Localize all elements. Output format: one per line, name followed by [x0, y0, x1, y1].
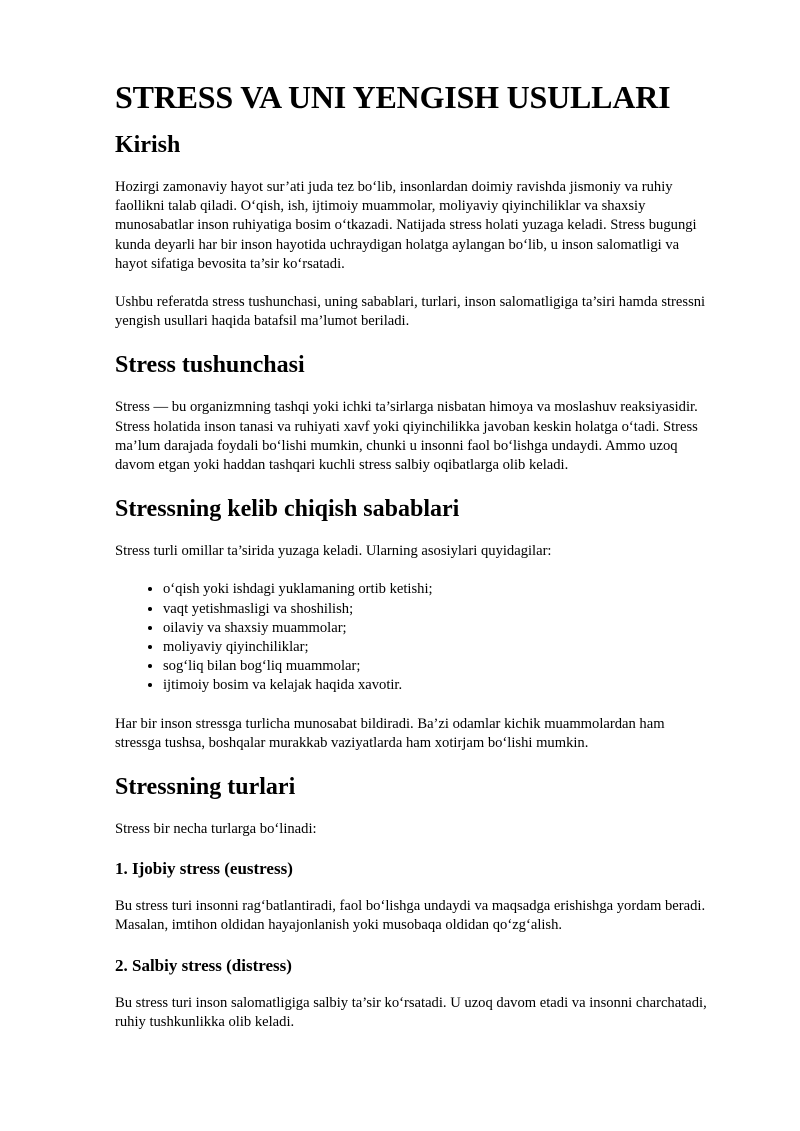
subsection-heading-distress: 2. Salbiy stress (distress)	[115, 955, 292, 975]
subsection-heading-eustress: 1. Ijobiy stress (eustress)	[115, 859, 293, 879]
paragraph: Ushbu referatda stress tushunchasi, uning sabablari, turlari, inson salomatligiga ta’siri hamda stressni yengish usullari haqida batafsil ma’lumot beriladi.	[115, 294, 706, 330]
section-heading-sabablari: Stressning kelib chiqish sabablari	[115, 496, 460, 523]
section-heading-turlari: Stressning turlari	[115, 774, 296, 801]
causes-list	[115, 580, 714, 695]
paragraph: Har bir inson stressga turlicha munosabat bildiradi. Ba’zi odamlar kichik muammolardan ham stressga tushsa, boshqalar murakkab vaziyatlarda ham xotirjam bo‘lishi mumkin.	[115, 715, 665, 751]
list-item: • ijtimoiy bosim va kelajak haqida xavotir.	[163, 676, 714, 695]
list-item: • vaqt yetishmasligi va shoshilish;	[163, 600, 714, 619]
list-item: • oilaviy va shaxsiy muammolar;	[163, 619, 714, 638]
list-item: • moliyaviy qiyinchiliklar;	[163, 638, 714, 657]
paragraph: Stress turli omillar ta’sirida yuzaga keladi. Ularning asosiylari quyidagilar:	[115, 543, 552, 560]
list-item: • sog‘liq bilan bog‘liq muammolar;	[163, 657, 714, 676]
paragraph: Bu stress turi insonni rag‘batlantiradi, faol bo‘lishga undaydi va maqsadga erishishga yordam beradi. Masalan, imtihon oldidan hayajonlanish yoki musobaqa oldidan qo‘zg‘alish.	[115, 898, 706, 934]
paragraph: Bu stress turi inson salomatligiga salbiy ta’sir ko‘rsatadi. U uzoq davom etadi va insonni charchatadi, ruhiy tushkunlikka olib keladi.	[115, 994, 707, 1030]
paragraph: Hozirgi zamonaviy hayot sur’ati juda tez bo‘lib, insonlardan doimiy ravishda jismoniy va ruhiy faollikni talab qiladi. O‘qish, ish, ijtimoiy muammolar, moliyaviy qiyinchiliklar va shaxsiy munosabatlar inson ruhiyatiga bosim o‘tkazadi. Natijada stress holati yuzaga keladi. Stress bugungi kunda deyarli har bir inson hayotida uchraydigan holatga aylangan bo‘lib, u inson salomatligi va hayot sifatiga bevosita ta’sir ko‘rsatadi.	[115, 179, 697, 272]
section-heading-stress-tushunchasi: Stress tushunchasi	[115, 352, 305, 379]
paragraph: Stress bir necha turlarga bo‘linadi:	[115, 821, 317, 838]
section-heading-kirish: Kirish	[115, 132, 181, 158]
list-item: • o‘qish yoki ishdagi yuklamaning ortib ketishi;	[163, 580, 714, 599]
document-title: STRESS VA UNI YENGISH USULLARI	[115, 79, 671, 115]
paragraph: Stress — bu organizmning tashqi yoki ichki ta’sirlarga nisbatan himoya va moslashuv reaksiyasidir. Stress holatida inson tanasi va ruhiyati xavf yoki qiyinchilikka javoban keskin holatga o‘tadi. Stress ma’lum darajada foydali bo‘lishi mumkin, chunki u insonni faol bo‘lishga undaydi. Ammo uzoq davom etgan yoki haddan tashqari kuchli stress salbiy oqibatlarga olib keladi.	[115, 399, 698, 474]
